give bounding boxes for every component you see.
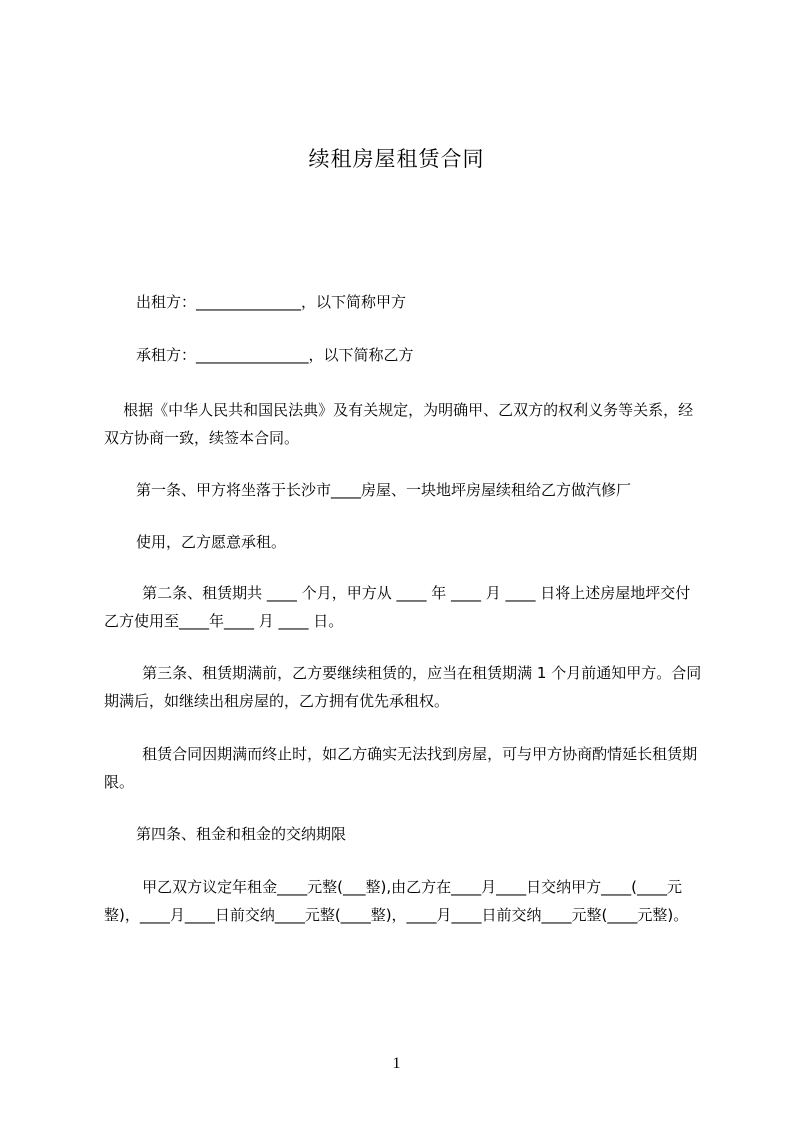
article-1-line-1: 第一条、甲方将坐落于长沙市____房屋、一块地坪房屋续租给乙方做汽修厂 — [136, 481, 632, 499]
page-title: 续租房屋租赁合同 — [308, 147, 485, 171]
article-2-paragraph: 第二条、租赁期共 ____ 个月，甲方从 ____ 年 ____ 月 ____ 日将上述房屋地坪交付乙方使用至____年____ 月 ____ 日。 — [104, 584, 691, 630]
article-4-body: 甲乙双方议定年租金____元整(___整),由乙方在____月____日交纳甲方____(____元整)，____月____日前交纳____元整(____整)，____月____日前交纳____元整(____元整)。 — [104, 878, 689, 924]
page-number: 1 — [392, 1055, 401, 1072]
article-4-title: 第四条、租金和租金的交纳期限 — [136, 825, 347, 843]
lessor-line: 出租方：______________，以下简称甲方 — [136, 293, 407, 311]
intro-paragraph: 根据《中华人民共和国民法典》及有关规定，为明确甲、乙双方的权利义务等关系，经双方协商一致，续签本合同。 — [104, 401, 694, 447]
article-3-paragraph: 第三条、租赁期满前，乙方要继续租赁的，应当在租赁期满 1 个月前通知甲方。合同期满后，如继续出租房屋的，乙方拥有优先承租权。 — [104, 664, 702, 710]
lessee-line: 承租方：_______________，以下简称乙方 — [136, 346, 414, 364]
article-1-line-2: 使用，乙方愿意承租。 — [136, 533, 287, 551]
article-3-extension-paragraph: 租赁合同因期满而终止时，如乙方确实无法找到房屋，可与甲方协商酌情延长租赁期限。 — [104, 745, 698, 791]
